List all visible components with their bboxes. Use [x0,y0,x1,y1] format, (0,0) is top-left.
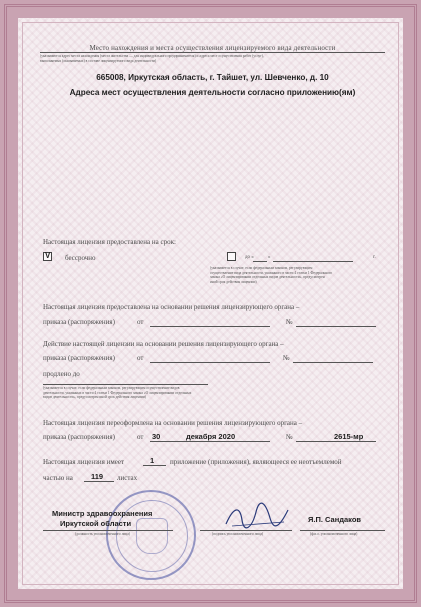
reissue-line: Настоящая лицензия переоформлена на основании решения лицензирующего органа – [43,419,303,427]
basis-number-line [296,326,376,327]
until-prefix: до « [245,255,254,260]
extension-note-2: деятельности, указанных в части 4 статьи 1 Федерального закона «О лицензировании отдельных [43,390,192,395]
signature-line [200,530,292,531]
term-date-checkbox [227,252,236,261]
appendix-part-prefix: частью на [43,474,73,482]
appendix-locations-text: Адреса мест осуществления деятельности согласно приложению(ям) [69,88,356,97]
reissue-date-line [150,441,270,442]
reissue-from-label: от [137,433,144,441]
reissue-month-year: декабря 2020 [186,432,236,441]
signatory-position-1: Министр здравоохранения [52,509,153,518]
reissue-number-line [296,441,376,442]
checkbox-mark: V [45,251,51,260]
until-day-line [253,261,267,262]
term-note-4: иной срок действия лицензии) [210,279,257,284]
location-title: Место нахождения и места осуществления лицензируемого вида деятельности [89,44,336,52]
indefinite-label: бессрочно [65,254,96,262]
reissue-number-label: № [286,433,293,441]
term-note-1: (указывается в случае, если федеральным законом, регулирующим [210,266,313,270]
name-note: (ф.и.о. уполномоченного лица) [310,532,358,536]
appendix-sheets-label: листах [117,474,138,482]
until-year-suffix: г. [373,255,376,260]
location-note-2: выполняемых (оказываемых) в составе лицензируемого вида деятельности) [40,58,157,63]
location-title-rule [40,52,385,53]
term-note-3: закона «О лицензировании отдельных видов деятельности», предусмотрен [210,275,325,279]
basis-from-label: от [137,318,144,326]
position-note: (должность уполномоченного лица) [75,532,131,536]
extension-note-3: видов деятельности», предусмотрен иной срок действия лицензии) [43,395,146,399]
extension-line: Действие настоящей лицензии на основании решения лицензирующего органа – [43,340,284,348]
appendix-prefix: Настоящая лицензия имеет [43,458,125,466]
until-mid: » [268,255,271,260]
address-text: 665008, Иркутская область, г. Тайшет, ул. Шевченко, д. 10 [96,73,329,82]
appendix-sheets: 119 [91,472,104,481]
handwritten-signature [222,502,292,532]
appendix-count-line [143,465,166,466]
extension-number-line [293,362,373,363]
extension-from-label: от [137,354,144,362]
appendix-count: 1 [150,456,155,465]
until-month-line [273,261,353,262]
term-note-2: осуществление вида деятельности, указанного в части 4 статьи 1 Федерального [210,270,333,275]
reissue-order-label: приказа (распоряжения) [43,433,115,441]
extended-until-line [43,384,208,385]
basis-number-label: № [286,318,293,326]
signatory-position-2: Иркутской области [60,519,132,528]
reissue-day: 30 [152,432,161,441]
seal-emblem [136,518,168,554]
appendix-sheets-line [84,481,114,482]
extension-date-line [150,362,270,363]
extended-until-label: продлено до [43,370,80,378]
appendix-suffix: приложение (приложения), являющееся ее неотъемлемой [170,458,342,466]
term-intro: Настоящая лицензия предоставлена на срок: [43,238,176,246]
location-note-1: (указываются адрес места нахождения (места жительства — для индивидуального предпринимателя) и адреса мест осуществления работ (услуг), [40,54,264,58]
basis-date-line [150,326,270,327]
reissue-number: 2615-мр [334,432,364,441]
signatory-name: Я.П. Сандаков [308,515,362,524]
name-line [300,530,385,531]
basis-order-label: приказа (распоряжения) [43,318,115,326]
extension-note-1: (указывается в случае, если федеральным законом, регулирующим осуществление видов [43,386,180,390]
position-line [43,530,173,531]
extension-number-label: № [283,354,290,362]
basis-line: Настоящая лицензия предоставлена на основании решения лицензирующего органа – [43,303,300,311]
signature-note: (подпись уполномоченного лица) [212,532,264,536]
extension-order-label: приказа (распоряжения) [43,354,115,362]
